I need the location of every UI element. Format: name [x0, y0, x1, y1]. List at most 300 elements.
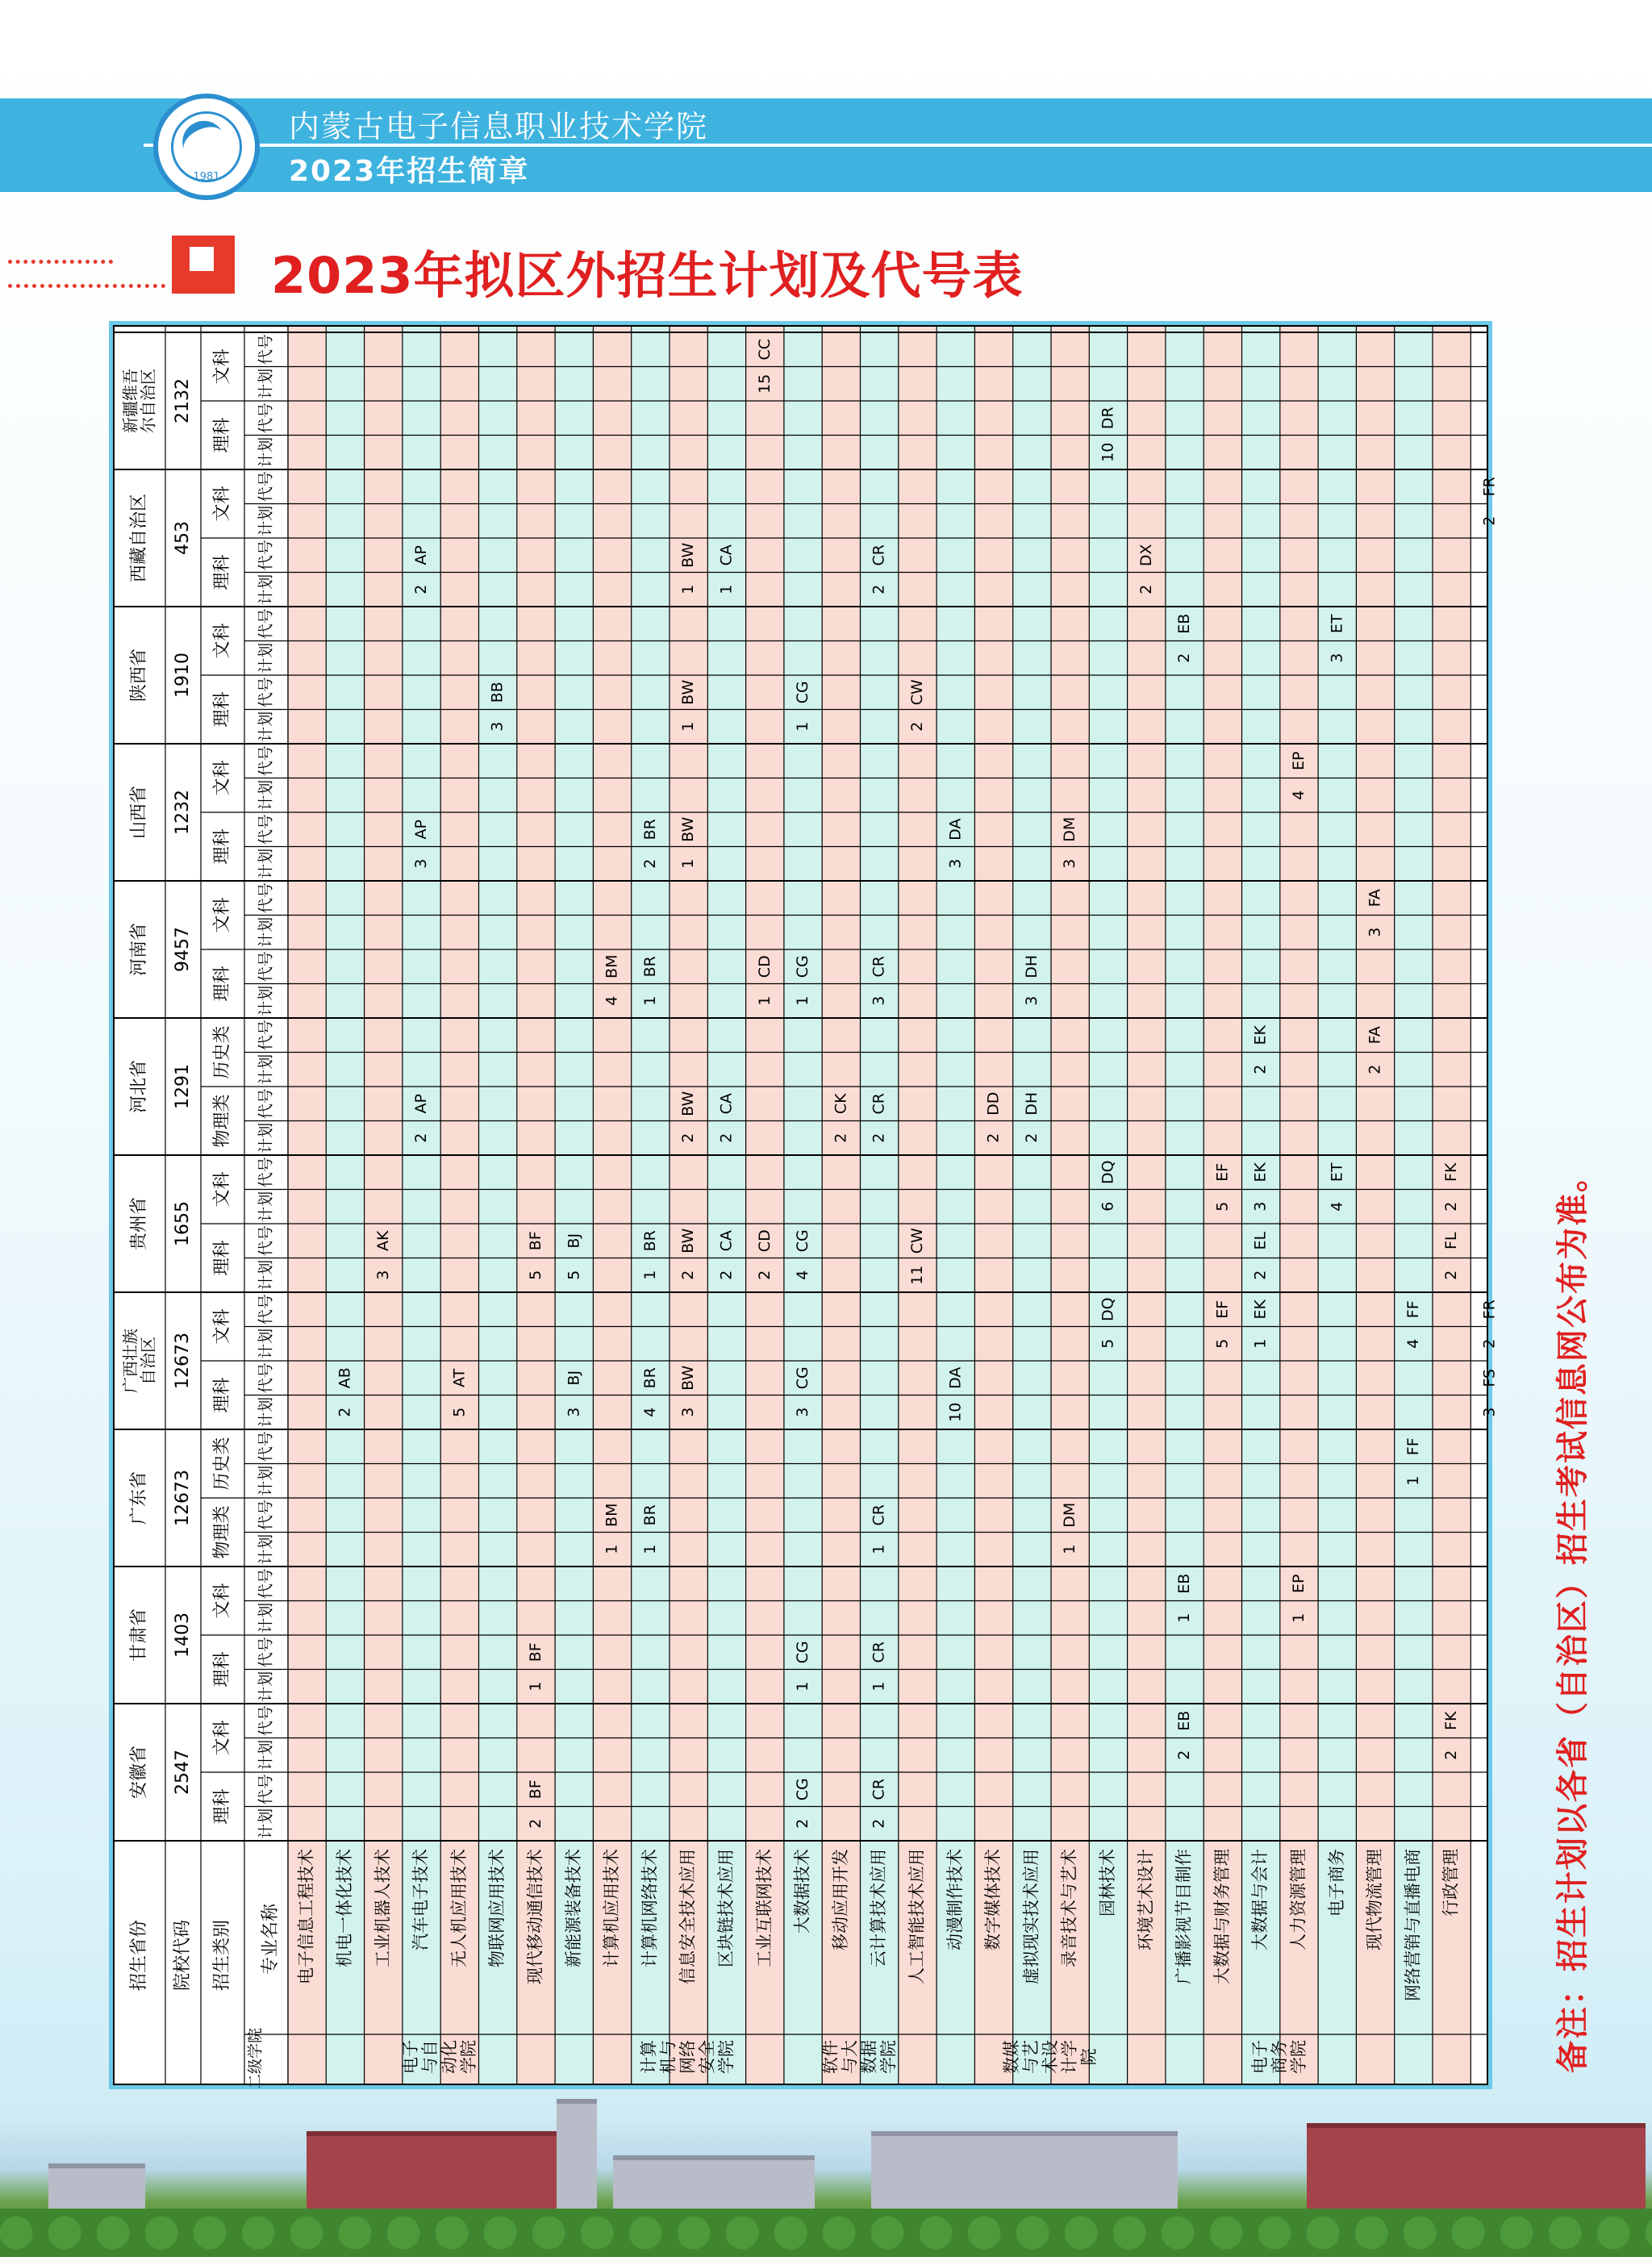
plan-value: 2: [870, 584, 888, 594]
label-college: 二级学院: [246, 2027, 265, 2090]
plan-value: 2: [984, 1133, 1003, 1143]
major-code: CR: [870, 1642, 888, 1663]
enrollment-table: [109, 321, 1499, 2090]
major-code: AB: [336, 1367, 354, 1389]
code-label: 代号: [257, 951, 275, 982]
plan-value: 3: [1251, 1201, 1270, 1212]
major-name: 录音技术与艺术: [1059, 1849, 1079, 1967]
major-code: EB: [1175, 1710, 1194, 1731]
code-label: 代号: [257, 1020, 275, 1051]
college-name: 院: [1079, 2048, 1099, 2066]
province-name: 广东省: [129, 1471, 149, 1525]
major-code: CG: [794, 681, 812, 704]
plan-label: 计划: [257, 574, 275, 605]
college-name: 电子: [401, 2040, 421, 2074]
major-band: [1433, 326, 1471, 1841]
plan-label: 计划: [257, 1328, 275, 1359]
major-band: [822, 326, 860, 1841]
major-name: 无人机应用技术: [448, 1849, 469, 1967]
plan-value: 1: [526, 1681, 544, 1692]
major-code: BW: [679, 1091, 698, 1116]
major-code: CR: [870, 956, 888, 978]
plan-value: 3: [412, 858, 431, 869]
plan-value: 4: [603, 995, 621, 1006]
college-name: 计学: [1060, 2040, 1079, 2074]
plan-value: 5: [450, 1407, 469, 1417]
province-school-code: 453: [173, 521, 193, 555]
school-logo: [153, 94, 260, 200]
plan-value: 11: [907, 1265, 926, 1285]
plan-value: 2: [832, 1133, 850, 1143]
major-code: BW: [679, 542, 698, 568]
major-code: EF: [1213, 1300, 1232, 1319]
plan-value: 3: [870, 995, 888, 1006]
major-name: 信息安全技术应用: [678, 1849, 698, 1984]
plan-label: 计划: [257, 711, 275, 742]
plan-value: 4: [1404, 1338, 1422, 1349]
footnote: 备注：招生计划以各省（自治区）招生考试信息网公布为准。: [1554, 1158, 1592, 2073]
plan-value: 1: [794, 1681, 812, 1692]
major-code: CG: [794, 1778, 812, 1801]
section-marker-icon: [172, 236, 235, 294]
plan-value: 4: [1328, 1201, 1346, 1212]
major-name: 汽车电子技术: [411, 1849, 431, 1950]
plan-value: 1: [794, 995, 812, 1006]
major-name: 计算机网络技术: [640, 1849, 660, 1967]
plan-value: 1: [679, 721, 698, 732]
plan-label: 计划: [257, 1739, 275, 1771]
college-name: 安全: [697, 2040, 717, 2074]
province-name: 自治区: [138, 1337, 158, 1385]
province-name: 新疆维吾: [120, 369, 140, 433]
major-code: EB: [1175, 613, 1194, 634]
major-band: [784, 326, 822, 1841]
college-name: 学院: [1288, 2040, 1308, 2074]
plan-label: 计划: [257, 848, 275, 879]
category-label: 理科: [212, 828, 232, 865]
major-band: [632, 326, 670, 1841]
category-label: 理科: [212, 1240, 232, 1276]
college-name: 与自: [420, 2040, 440, 2074]
plan-value: 4: [640, 1407, 659, 1417]
major-code: CW: [907, 1228, 926, 1254]
plan-value: 2: [412, 584, 431, 594]
major-code: CC: [755, 338, 774, 361]
plan-value: 2: [755, 1270, 774, 1280]
major-code: FL: [1442, 1232, 1461, 1250]
plan-label: 计划: [257, 1533, 275, 1565]
college-name: 网络: [678, 2040, 698, 2074]
major-name: 移动应用开发: [830, 1849, 850, 1950]
province-school-code: 12673: [173, 1333, 193, 1389]
major-code: CG: [794, 1641, 812, 1664]
category-label: 物理类: [212, 1505, 232, 1559]
major-name: 网络营销与直播电商: [1403, 1849, 1423, 2001]
plan-value: 1: [1289, 1612, 1308, 1623]
major-code: EP: [1289, 751, 1308, 770]
major-name: 电子信息工程技术: [296, 1849, 316, 1984]
province-school-code: 1655: [173, 1201, 193, 1246]
college-name: 数据: [859, 2040, 879, 2074]
code-label: 代号: [257, 1500, 275, 1531]
province-name: 广西壮族: [120, 1329, 140, 1393]
major-name: 电子商务: [1326, 1849, 1346, 1917]
college-name: 软件: [820, 2040, 841, 2074]
plan-value: 2: [1442, 1201, 1461, 1212]
major-name: 工业机器人技术: [373, 1849, 393, 1967]
code-label: 代号: [257, 882, 275, 914]
category-label: 理科: [212, 966, 232, 1002]
major-band: [593, 326, 631, 1841]
major-code: AP: [412, 545, 431, 565]
major-band: [1356, 326, 1394, 1841]
plan-value: 10: [1099, 442, 1117, 462]
code-label: 代号: [257, 1157, 275, 1188]
label-category: 招生类别: [212, 1919, 232, 1992]
plan-value: 5: [526, 1270, 544, 1280]
code-label: 代号: [257, 403, 275, 434]
major-name: 数字媒体技术: [983, 1849, 1003, 1950]
plan-value: 2: [679, 1133, 698, 1143]
plan-value: 3: [794, 1407, 812, 1417]
plan-value: 2: [1137, 584, 1155, 594]
college-name: 与大: [840, 2040, 860, 2074]
province-school-code: 1910: [173, 653, 193, 698]
major-name: 区块链技术应用: [715, 1849, 736, 1967]
plan-value: 5: [1213, 1201, 1232, 1212]
province-name: 尔自治区: [138, 369, 158, 433]
plan-value: 2: [1175, 1750, 1194, 1760]
major-code: ET: [1328, 1162, 1346, 1183]
plan-label: 计划: [257, 436, 275, 468]
major-code: BM: [603, 954, 621, 978]
major-code: AK: [373, 1230, 392, 1251]
plan-value: 3: [488, 721, 507, 732]
code-label: 代号: [257, 677, 275, 708]
major-code: CA: [717, 1093, 736, 1115]
major-code: FA: [1366, 889, 1384, 907]
major-code: CW: [907, 679, 926, 706]
plan-value: 2: [1442, 1750, 1461, 1760]
major-code: AP: [412, 820, 431, 840]
major-band: [288, 326, 326, 1841]
plan-value: 5: [1213, 1338, 1232, 1349]
college-name: 数媒: [1002, 2040, 1021, 2074]
major-band: [1318, 326, 1356, 1841]
plan-value: 3: [1022, 995, 1041, 1006]
plan-label: 计划: [257, 1808, 275, 1839]
page-title: 2023年拟区外招生计划及代号表: [271, 246, 1024, 305]
plan-value: 4: [1289, 790, 1308, 800]
province-name: 山西省: [129, 785, 149, 840]
major-code: BM: [603, 1503, 621, 1527]
plan-value: 5: [565, 1270, 583, 1280]
category-label: 物理类: [212, 1094, 232, 1148]
plan-value: 1: [1404, 1475, 1422, 1486]
major-code: BR: [640, 956, 659, 978]
province-name: 西藏自治区: [129, 493, 149, 583]
major-code: CA: [717, 1230, 736, 1252]
plan-value: 2: [1366, 1064, 1384, 1074]
major-code: BR: [640, 1230, 659, 1252]
category-label: 理科: [212, 417, 232, 453]
plan-value: 3: [1328, 653, 1346, 663]
province-school-code: 1232: [173, 790, 193, 835]
plan-label: 计划: [257, 642, 275, 674]
plan-value: 3: [565, 1407, 583, 1417]
code-label: 代号: [257, 471, 275, 503]
major-code: CG: [794, 955, 812, 978]
category-label: 文科: [212, 897, 232, 933]
plan-value: 3: [1366, 927, 1384, 937]
category-label: 理科: [212, 691, 232, 728]
major-band: [555, 326, 593, 1841]
major-name: 大数据与会计: [1250, 1849, 1270, 1950]
plan-value: 1: [603, 1544, 621, 1554]
major-code: CR: [870, 1779, 888, 1800]
major-code: EP: [1289, 1574, 1308, 1593]
category-label: 历史类: [212, 1025, 232, 1079]
category-label: 文科: [212, 1171, 232, 1208]
major-name: 园林技术: [1097, 1849, 1117, 1917]
plan-value: 2: [1251, 1064, 1270, 1074]
major-name: 环境艺术设计: [1136, 1849, 1156, 1950]
category-label: 理科: [212, 554, 232, 590]
province-school-code: 1291: [173, 1064, 193, 1109]
plan-value: 1: [1175, 1612, 1194, 1623]
major-code: FK: [1442, 1162, 1461, 1182]
major-name: 广播影视节目制作: [1174, 1849, 1194, 1984]
major-code: CA: [717, 544, 736, 566]
major-name: 大数据与财务管理: [1212, 1849, 1232, 1984]
major-code: BW: [679, 679, 698, 705]
category-label: 文科: [212, 348, 232, 385]
major-code: BR: [640, 1367, 659, 1389]
plan-label: 计划: [257, 1191, 275, 1222]
code-label: 代号: [257, 540, 275, 571]
major-code: BJ: [565, 1370, 583, 1386]
major-band: [746, 326, 784, 1841]
major-band: [937, 326, 974, 1841]
province-school-code: 1403: [173, 1612, 193, 1658]
major-code: CD: [755, 955, 774, 978]
major-name: 机电一体化技术: [334, 1849, 354, 1967]
college-name: 学院: [459, 2040, 479, 2074]
label-major: 专业名称: [261, 1903, 281, 1975]
major-name: 云计算技术应用: [869, 1849, 889, 1967]
major-band: [1395, 326, 1433, 1841]
major-code: FR: [1480, 1300, 1499, 1320]
major-code: DQ: [1099, 1297, 1117, 1322]
major-band: [517, 326, 555, 1841]
major-name: 动漫制作技术: [945, 1849, 965, 1950]
major-code: CR: [870, 544, 888, 566]
plan-label: 计划: [257, 368, 275, 399]
plan-value: 1: [640, 1544, 659, 1554]
category-label: 文科: [212, 486, 232, 522]
major-code: FK: [1442, 1711, 1461, 1730]
province-name: 陕西省: [129, 648, 149, 703]
code-label: 代号: [257, 1225, 275, 1257]
plan-value: 2: [1175, 653, 1194, 663]
major-band: [365, 326, 403, 1841]
major-band: [1051, 326, 1089, 1841]
plan-value: 3: [1480, 1407, 1499, 1417]
campus-photo: [0, 2121, 1652, 2257]
major-code: BR: [640, 819, 659, 841]
code-label: 代号: [257, 1568, 275, 1600]
plan-label: 计划: [257, 779, 275, 811]
major-code: DH: [1022, 954, 1041, 978]
major-code: CR: [870, 1093, 888, 1115]
plan-label: 计划: [257, 1671, 275, 1702]
major-code: EF: [1213, 1162, 1232, 1182]
college-name: 计算: [639, 2040, 659, 2074]
major-name: 物联网应用技术: [487, 1849, 507, 1967]
major-code: CG: [794, 1229, 812, 1253]
code-label: 代号: [257, 1705, 275, 1737]
major-name: 行政管理: [1441, 1849, 1461, 1917]
plan-value: 2: [794, 1818, 812, 1829]
major-code: EK: [1251, 1300, 1270, 1320]
major-code: BF: [526, 1231, 544, 1251]
major-code: FF: [1404, 1300, 1422, 1319]
major-band: [326, 326, 364, 1841]
school-name: 内蒙古电子信息职业技术学院: [289, 109, 709, 144]
major-code: BW: [679, 1365, 698, 1391]
plan-label: 计划: [257, 985, 275, 1016]
major-band: [974, 326, 1012, 1841]
plan-label: 计划: [257, 1465, 275, 1496]
major-code: BR: [640, 1504, 659, 1526]
header-bar-left: [0, 98, 144, 192]
category-label: 文科: [212, 1720, 232, 1756]
code-label: 代号: [257, 814, 275, 845]
major-code: DM: [1061, 816, 1079, 842]
major-name: 人工智能技术应用: [907, 1849, 927, 1984]
major-code: BF: [526, 1779, 544, 1800]
major-code: EK: [1251, 1162, 1270, 1183]
category-label: 理科: [212, 1377, 232, 1413]
plan-value: 2: [717, 1133, 736, 1143]
plan-label: 计划: [257, 1396, 275, 1428]
college-name: 学院: [716, 2040, 736, 2074]
college-name: 电子: [1249, 2040, 1270, 2074]
major-code: FR: [1480, 477, 1499, 497]
plan-value: 1: [640, 1270, 659, 1280]
major-name: 现代物流管理: [1365, 1849, 1385, 1950]
plan-value: 1: [870, 1681, 888, 1692]
major-code: EB: [1175, 1573, 1194, 1594]
major-code: ET: [1328, 614, 1346, 634]
code-label: 代号: [257, 1431, 275, 1462]
plan-value: 2: [336, 1407, 354, 1417]
plan-label: 计划: [257, 916, 275, 948]
plan-value: 3: [679, 1407, 698, 1417]
major-code: DM: [1061, 1502, 1079, 1528]
plan-label: 计划: [257, 1122, 275, 1154]
college-name: 机与: [658, 2040, 678, 2074]
plan-value: 3: [1061, 858, 1079, 869]
plan-value: 4: [794, 1270, 812, 1280]
major-name: 大数据技术: [792, 1849, 812, 1934]
plan-value: 1: [679, 858, 698, 869]
plan-value: 1: [679, 584, 698, 594]
major-code: EL: [1251, 1231, 1270, 1250]
category-label: 理科: [212, 1788, 232, 1825]
plan-value: 2: [412, 1133, 431, 1143]
plan-value: 2: [1442, 1270, 1461, 1280]
plan-value: 2: [907, 721, 926, 732]
plan-value: 2: [1251, 1270, 1270, 1280]
college-name: 动化: [440, 2040, 460, 2074]
code-label: 代号: [257, 1088, 275, 1120]
plan-value: 3: [946, 858, 965, 869]
major-code: DX: [1137, 544, 1155, 567]
plan-value: 2: [679, 1270, 698, 1280]
major-code: CG: [794, 1366, 812, 1390]
plan-label: 计划: [257, 1053, 275, 1085]
plan-label: 计划: [257, 505, 275, 536]
code-label: 代号: [257, 1362, 275, 1394]
province-school-code: 12673: [173, 1470, 193, 1526]
major-band: [1089, 326, 1127, 1841]
major-code: DA: [946, 1366, 965, 1389]
plan-value: 2: [717, 1270, 736, 1280]
province-school-code: 2132: [173, 378, 193, 423]
major-code: FF: [1404, 1437, 1422, 1456]
plan-value: 2: [1480, 1338, 1499, 1349]
plan-value: 2: [870, 1133, 888, 1143]
plan-value: 1: [1061, 1544, 1079, 1554]
major-band: [479, 326, 517, 1841]
major-code: AP: [412, 1094, 431, 1114]
code-label: 代号: [257, 1637, 275, 1668]
major-code: CR: [870, 1504, 888, 1526]
college-name: 学院: [878, 2040, 899, 2074]
major-band: [1013, 326, 1051, 1841]
major-code: BW: [679, 816, 698, 842]
province-name: 河南省: [129, 922, 149, 977]
plan-value: 1: [794, 721, 812, 732]
plan-value: 1: [755, 995, 774, 1006]
plan-value: 3: [373, 1270, 392, 1280]
code-label: 代号: [257, 745, 275, 777]
major-code: AT: [450, 1368, 469, 1387]
major-band: [1204, 326, 1241, 1841]
plan-value: 2: [1022, 1133, 1041, 1143]
major-name: 人力资源管理: [1288, 1849, 1308, 1950]
major-code: CD: [755, 1229, 774, 1253]
major-name: 现代移动通信技术: [525, 1849, 545, 1984]
code-label: 代号: [257, 1294, 275, 1325]
major-name: 工业互联网技术: [754, 1849, 774, 1967]
plan-value: 15: [755, 373, 774, 394]
major-code: DD: [984, 1091, 1003, 1116]
category-label: 文科: [212, 1583, 232, 1619]
plan-label: 计划: [257, 1259, 275, 1291]
code-label: 代号: [257, 608, 275, 640]
major-code: DQ: [1099, 1160, 1117, 1185]
major-code: BB: [488, 682, 507, 703]
plan-value: 1: [640, 995, 659, 1006]
plan-value: 1: [870, 1544, 888, 1554]
category-label: 文科: [212, 760, 232, 796]
category-label: 文科: [212, 1308, 232, 1345]
college-name: 商务: [1269, 2040, 1289, 2074]
plan-value: 1: [717, 584, 736, 594]
trees: [0, 2209, 1652, 2257]
